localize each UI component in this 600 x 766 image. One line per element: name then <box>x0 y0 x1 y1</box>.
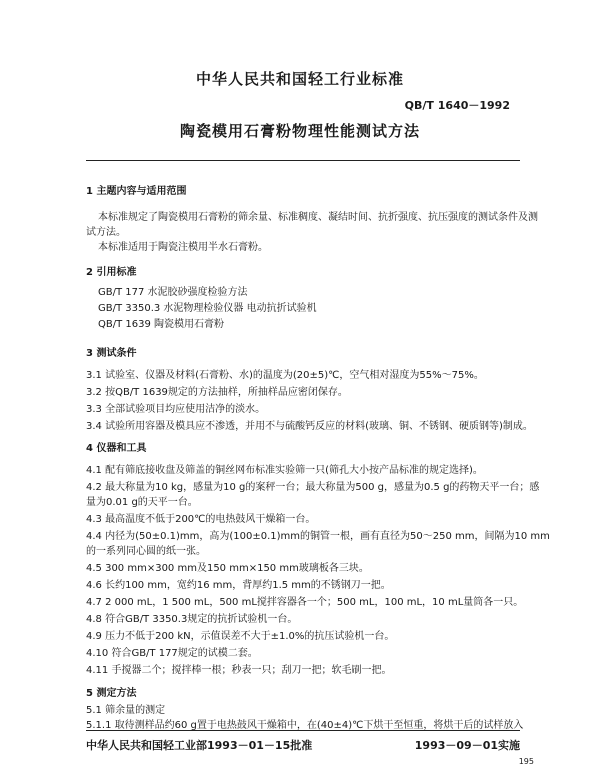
reference-item: GB/T 177 水泥胶砂强度检验方法 <box>98 287 248 298</box>
clause-4-2: 4.2 最大称量为10 kg，感量为10 g的案秤一台；最大称量为500 g，感量为0.5 g的药物天平一台；感 <box>86 482 540 493</box>
clause-4-3: 4.3 最高温度不低于200℃的电热鼓风干燥箱一台。 <box>86 514 316 525</box>
clause-4-5: 4.5 300 mm×300 mm及150 mm×150 mm玻璃板各三块。 <box>86 563 369 574</box>
page-number: 195 <box>518 757 534 766</box>
clause-4-9: 4.9 压力不低于200 kN，示值误差不大于±1.0%的抗压试验机一台。 <box>86 631 395 642</box>
section-5-heading: 5 测定方法 <box>86 688 137 699</box>
section-1-paragraph-2: 本标准适用于陶瓷注模用半水石膏粉。 <box>98 242 268 253</box>
document-title: 陶瓷模用石膏粉物理性能测试方法 <box>179 122 420 140</box>
section-1-paragraph-1: 本标准规定了陶瓷模用石膏粉的筛余量、标准稠度、凝结时间、抗折强度、抗压强度的测试条件及测 <box>98 212 538 223</box>
standard-code: QB/T 1640－1992 <box>404 99 510 112</box>
clause-4-4-cont: 的一系列同心圆的纸一张。 <box>86 546 206 557</box>
clause-4-10: 4.10 符合GB/T 177规定的试模二套。 <box>86 648 258 659</box>
approval-line: 中华人民共和国轻工业部1993－01－15批准 <box>86 739 313 752</box>
issuing-organization: 中华人民共和国轻工行业标准 <box>195 70 404 88</box>
clause-4-1: 4.1 配有筛底接收盘及筛盖的铜丝网布标准实验筛一只(筛孔大小按产品标准的规定选择)。 <box>86 465 483 476</box>
clause-4-8: 4.8 符合GB/T 3350.3规定的抗折试验机一台。 <box>86 614 298 625</box>
footer-rule <box>86 730 520 731</box>
clause-5-1-1: 5.1.1 取待测样品约60 g置于电热鼓风干燥箱中，在(40±4)℃下烘干至恒重，将烘干后的试样放入 <box>86 720 524 731</box>
section-1-paragraph-1-cont: 试方法。 <box>86 227 126 238</box>
clause-3-2: 3.2 按QB/T 1639规定的方法抽样，所抽样品应密闭保存。 <box>86 387 348 398</box>
header-rule <box>86 160 520 161</box>
clause-5-1: 5.1 筛余量的测定 <box>86 705 166 716</box>
reference-item: GB/T 3350.3 水泥物理检验仪器 电动抗折试验机 <box>98 303 317 314</box>
clause-3-3: 3.3 全部试验项目均应使用洁净的淡水。 <box>86 404 266 415</box>
clause-4-2-cont: 量为0.01 g的天平一台。 <box>86 497 198 508</box>
section-2-heading: 2 引用标准 <box>86 267 137 278</box>
reference-item: QB/T 1639 陶瓷模用石膏粉 <box>98 319 225 330</box>
clause-4-6: 4.6 长约100 mm，宽约16 mm，背厚约1.5 mm的不锈钢刀一把。 <box>86 580 391 591</box>
section-1-heading: 1 主题内容与适用范围 <box>86 186 187 197</box>
clause-4-4: 4.4 内径为(50±0.1)mm，高为(100±0.1)mm的铜管一根，画有直径为50～250 mm，间隔为10 mm <box>86 531 550 542</box>
clause-3-4: 3.4 试验所用容器及模具应不渗透，并用不与硫酸钙反应的材料(玻璃、铜、不锈钢、硬质钢等)制成。 <box>86 421 533 432</box>
section-3-heading: 3 测试条件 <box>86 348 137 359</box>
clause-3-1: 3.1 试验室、仪器及材料(石膏粉、水)的温度为(20±5)℃，空气相对湿度为55%～75%。 <box>86 370 484 381</box>
clause-4-11: 4.11 手搅器二个；搅拌棒一根；秒表一只；刮刀一把；软毛刷一把。 <box>86 665 392 676</box>
clause-4-7: 4.7 2 000 mL，1 500 mL，500 mL搅拌容器各一个；500 mL，100 mL，10 mL量筒各一只。 <box>86 597 524 608</box>
implementation-date: 1993－09－01实施 <box>414 739 520 752</box>
section-4-heading: 4 仪器和工具 <box>86 443 147 454</box>
